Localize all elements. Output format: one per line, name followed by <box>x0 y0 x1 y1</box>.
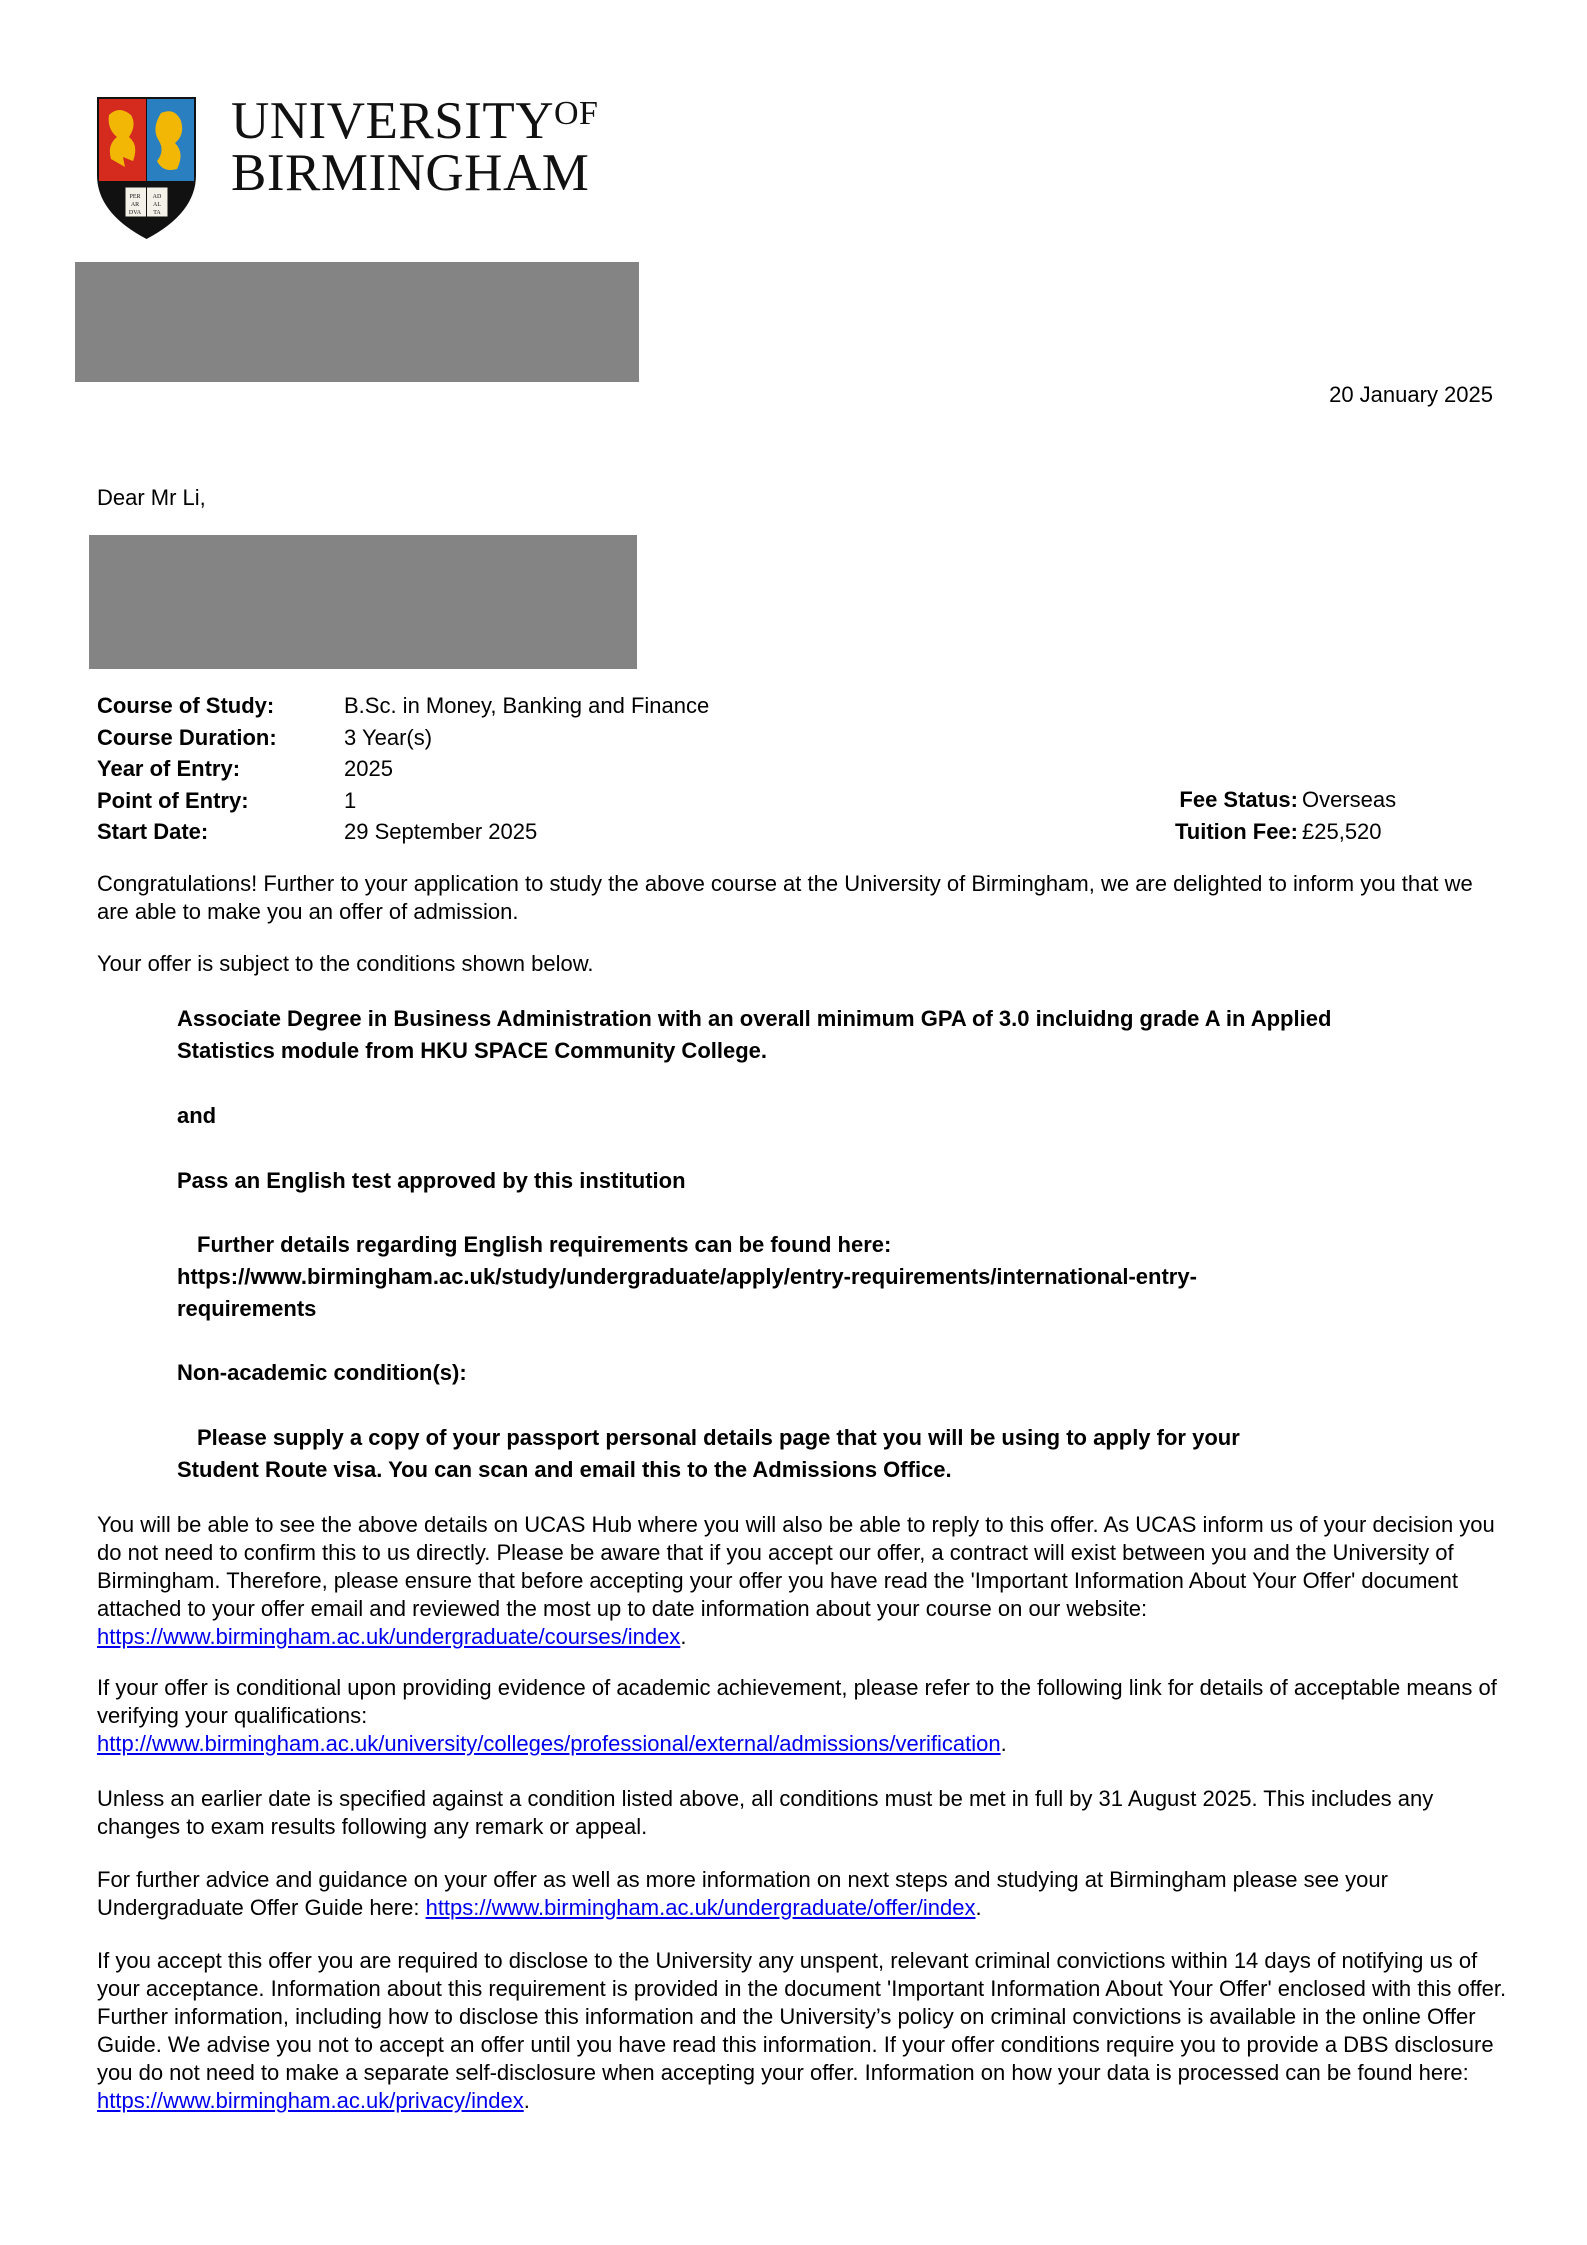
fee-details <box>1154 784 1396 847</box>
congratulations-paragraph: Congratulations! Further to your application to study the above course at the University of Birmingham, we are delighted to inform you that we are able to make you an offer of admission. <box>97 871 1473 924</box>
condition-passport: Please supply a copy of your passport personal details page that you will be using to apply for your Student Route visa. You can scan and email this to the Admissions Office. <box>177 1425 1240 1482</box>
detail-course-duration: Course Duration: 3 Year(s) <box>97 724 433 750</box>
offer-guide-paragraph: For further advice and guidance on your offer as well as more information on next steps and studying at Birmingham please see your Undergraduate Offer Guide here: https://www.birmingham.ac.uk/undergraduate/offer/index. <box>97 1867 1388 1920</box>
svg-text:AD: AD <box>152 194 162 200</box>
svg-text:PER: PER <box>129 194 141 200</box>
condition-english-test: Pass an English test approved by this institution <box>177 1168 686 1193</box>
svg-text:DVA: DVA <box>128 210 142 216</box>
detail-fee-status: Fee Status: Overseas <box>1179 787 1397 812</box>
condition-and: and <box>177 1103 217 1128</box>
criminal-convictions-paragraph: If you accept this offer you are required to disclose to the University any unspent, relevant criminal convictions within 14 days of notifying us of your acceptance. Information about this requirement is provided in the document 'Important Information About Your Offer' enclosed with this offer. Further information, including how to disclose this information and the University’s policy on criminal convictions is available in the online Offer Guide. We advise you not to accept an offer until you have read this information. If your offer conditions require you to provide a DBS disclosure you do not need to make a separate self-disclosure when accepting your offer. Information on how your data is processed can be found here: https://www.birmingham.ac.uk/privacy/index. <box>97 1948 1507 2113</box>
svg-text:AL: AL <box>153 202 161 208</box>
privacy-link[interactable]: https://www.birmingham.ac.uk/privacy/index <box>97 2088 524 2113</box>
condition-academic: Associate Degree in Business Administration with an overall minimum GPA of 3.0 incluidng grade A in Applied Statistics module from HKU SPACE Community College. <box>177 1006 1332 1063</box>
redacted-reference-block <box>89 535 637 669</box>
condition-english-details: Further details regarding English requirements can be found here: https://www.birmingham.ac.uk/study/undergraduate/apply/entry-requirements/international-entry- requirements <box>177 1232 1197 1321</box>
detail-course-of-study: Course of Study: B.Sc. in Money, Banking and Finance <box>97 693 710 718</box>
university-crest-logo <box>95 95 198 241</box>
ucas-paragraph: You will be able to see the above details on UCAS Hub where you will also be able to reply to this offer. As UCAS inform us of your decision you do not need to confirm this to us directly. Please be aware that if you accept our offer, a contract will exist between you and the University of Birmingham. Therefore, please ensure that before accepting your offer you have read the 'Important Information About Your Offer' document attached to your offer email and reviewed the most up to date information about your course on our website: https://www.birmingham.ac.uk/undergraduate/courses/index. <box>97 1512 1495 1649</box>
subject-to-conditions: Your offer is subject to the conditions shown below. <box>97 951 594 976</box>
letter-date: 20 January 2025 <box>1329 382 1493 407</box>
detail-year-of-entry: Year of Entry: 2025 <box>97 756 393 781</box>
detail-point-of-entry: Point of Entry: 1 <box>97 787 357 813</box>
offer-guide-link[interactable]: https://www.birmingham.ac.uk/undergraduate/offer/index <box>425 1895 976 1920</box>
detail-start-date: Start Date: 29 September 2025 <box>97 819 538 844</box>
university-wordmark <box>231 88 599 202</box>
course-details <box>97 690 709 848</box>
verification-link[interactable]: http://www.birmingham.ac.uk/university/colleges/professional/external/admissions/verification <box>97 1731 1001 1756</box>
svg-text:AR: AR <box>130 202 140 208</box>
wordmark-of: OF <box>553 95 599 132</box>
verification-paragraph: If your offer is conditional upon providing evidence of academic achievement, please refer to the following link for details of acceptable means of verifying your qualifications: http://www.birmingham.ac.uk/university/colleges/professional/external/admissions/verification. <box>97 1675 1497 1756</box>
courses-link[interactable]: https://www.birmingham.ac.uk/undergraduate/courses/index <box>97 1624 681 1649</box>
redacted-address-block <box>75 262 639 382</box>
wordmark-birmingham: BIRMINGHAM <box>231 144 590 202</box>
salutation: Dear Mr Li, <box>97 485 206 510</box>
deadline-paragraph: Unless an earlier date is specified against a condition listed above, all conditions must be met in full by 31 August 2025. This includes any changes to exam results following any remark or appeal. <box>97 1786 1434 1839</box>
wordmark-university: UNIVERSITY <box>231 92 554 150</box>
non-academic-heading: Non-academic condition(s): <box>177 1360 467 1385</box>
detail-tuition-fee: Tuition Fee: £25,520 <box>1174 818 1382 844</box>
svg-text:TA: TA <box>153 210 161 216</box>
